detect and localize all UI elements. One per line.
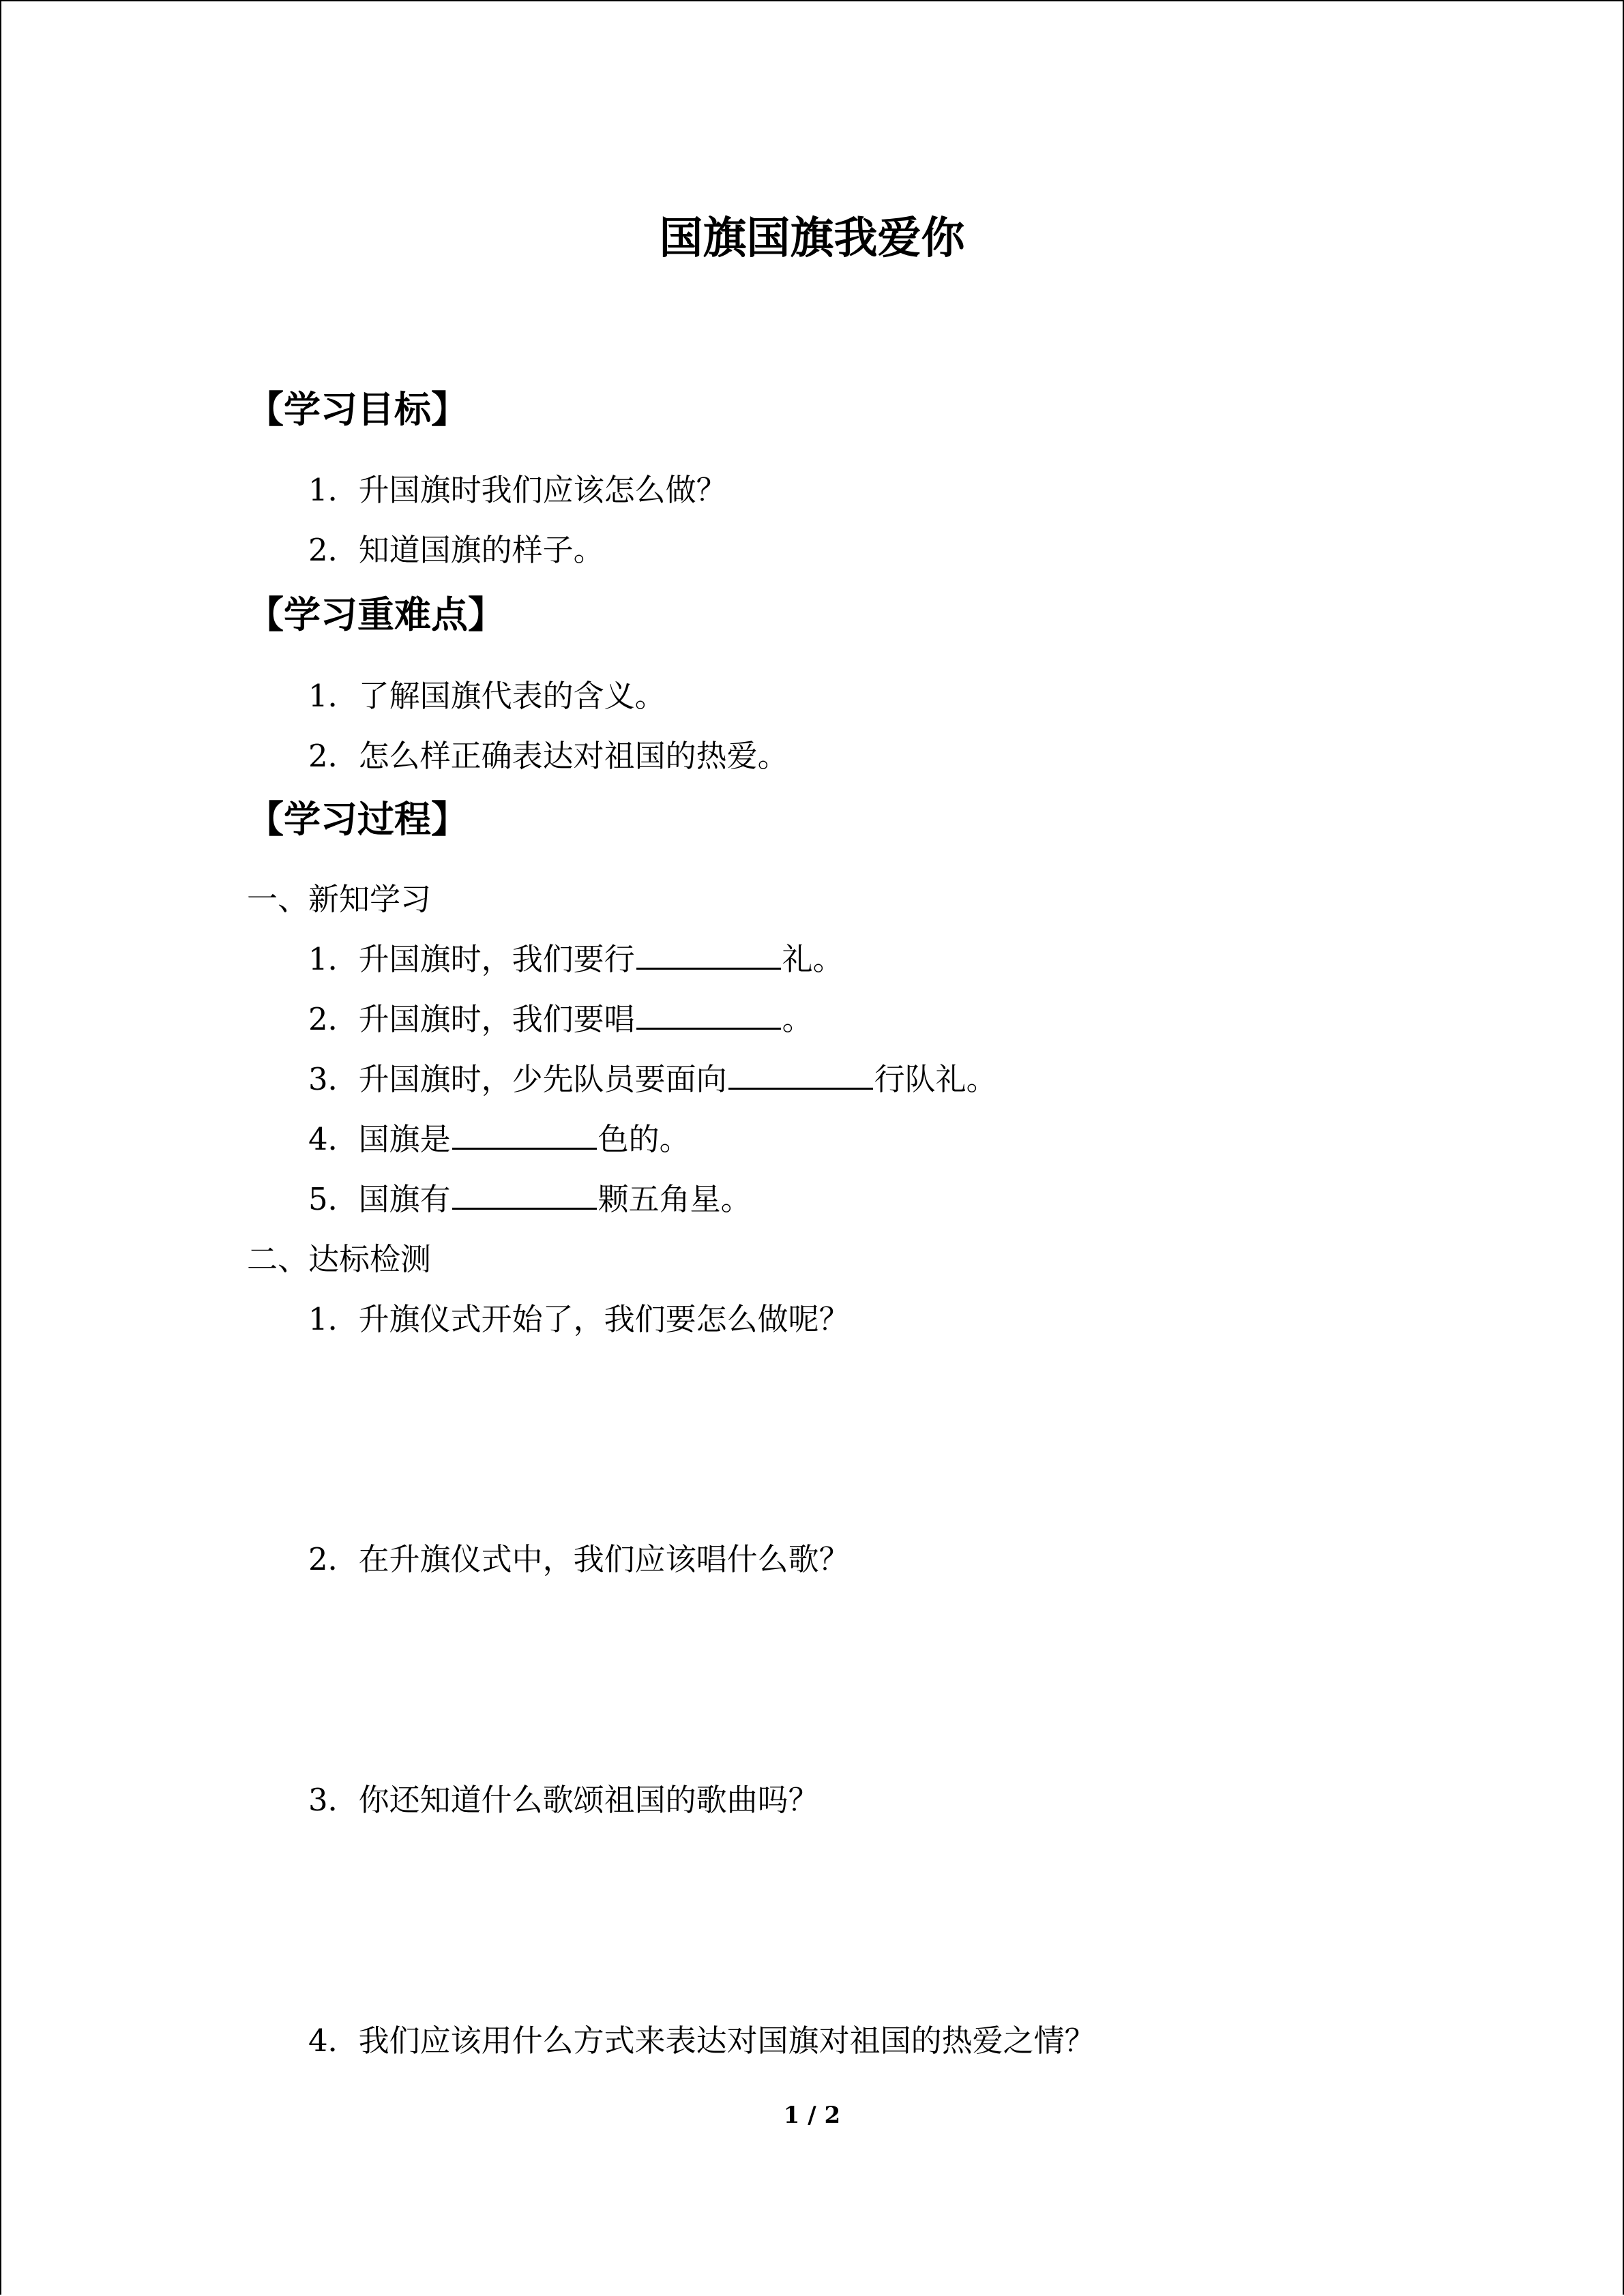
answer-blank[interactable] (452, 1119, 597, 1150)
question-item: 2．在升旗仪式中，我们应该唱什么歌？ (308, 1541, 850, 1577)
answer-blank[interactable] (636, 939, 781, 970)
fill-in-item (308, 938, 844, 981)
fill-in-item (308, 998, 813, 1041)
item-text-after: 颗五角星。 (597, 1181, 752, 1217)
key-point-item: 2．怎么样正确表达对祖国的热爱。 (308, 738, 788, 774)
document-title: 国旗国旗我爱你 (659, 213, 965, 264)
objective-item: 1．升国旗时我们应该怎么做？ (308, 472, 727, 508)
item-text-after: 行队礼。 (874, 1061, 997, 1097)
answer-blank[interactable] (728, 1059, 873, 1090)
item-text-before: 5．国旗有 (308, 1181, 451, 1217)
objectives-heading: 【学习目标】 (247, 387, 468, 431)
answer-blank[interactable] (452, 1179, 597, 1210)
part2-heading: 二、达标检测 (247, 1241, 432, 1277)
answer-blank[interactable] (636, 999, 781, 1030)
question-item: 4．我们应该用什么方式来表达对国旗对祖国的热爱之情？ (308, 2023, 1095, 2059)
item-text-after: 色的。 (597, 1121, 690, 1157)
item-text-before: 1．升国旗时，我们要行 (308, 941, 635, 977)
fill-in-item (308, 1118, 690, 1161)
page-number: 1 / 2 (783, 2102, 841, 2129)
item-text-before: 3．升国旗时，少先队员要面向 (308, 1061, 727, 1097)
fill-in-item (308, 1058, 997, 1101)
objective-item: 2．知道国旗的样子。 (308, 532, 604, 568)
key-point-item: 1．了解国旗代表的含义。 (308, 678, 666, 714)
question-item: 3．你还知道什么歌颂祖国的歌曲吗？ (308, 1782, 819, 1818)
part1-heading: 一、新知学习 (247, 881, 432, 917)
fill-in-item (308, 1178, 752, 1221)
item-text-before: 4．国旗是 (308, 1121, 451, 1157)
item-text-before: 2．升国旗时，我们要唱 (308, 1001, 635, 1037)
item-text-after: 礼。 (782, 941, 844, 977)
item-text-after: 。 (782, 1001, 813, 1037)
process-heading: 【学习过程】 (247, 797, 468, 841)
key-points-heading: 【学习重难点】 (247, 593, 505, 636)
question-item: 1．升旗仪式开始了，我们要怎么做呢？ (308, 1301, 850, 1337)
